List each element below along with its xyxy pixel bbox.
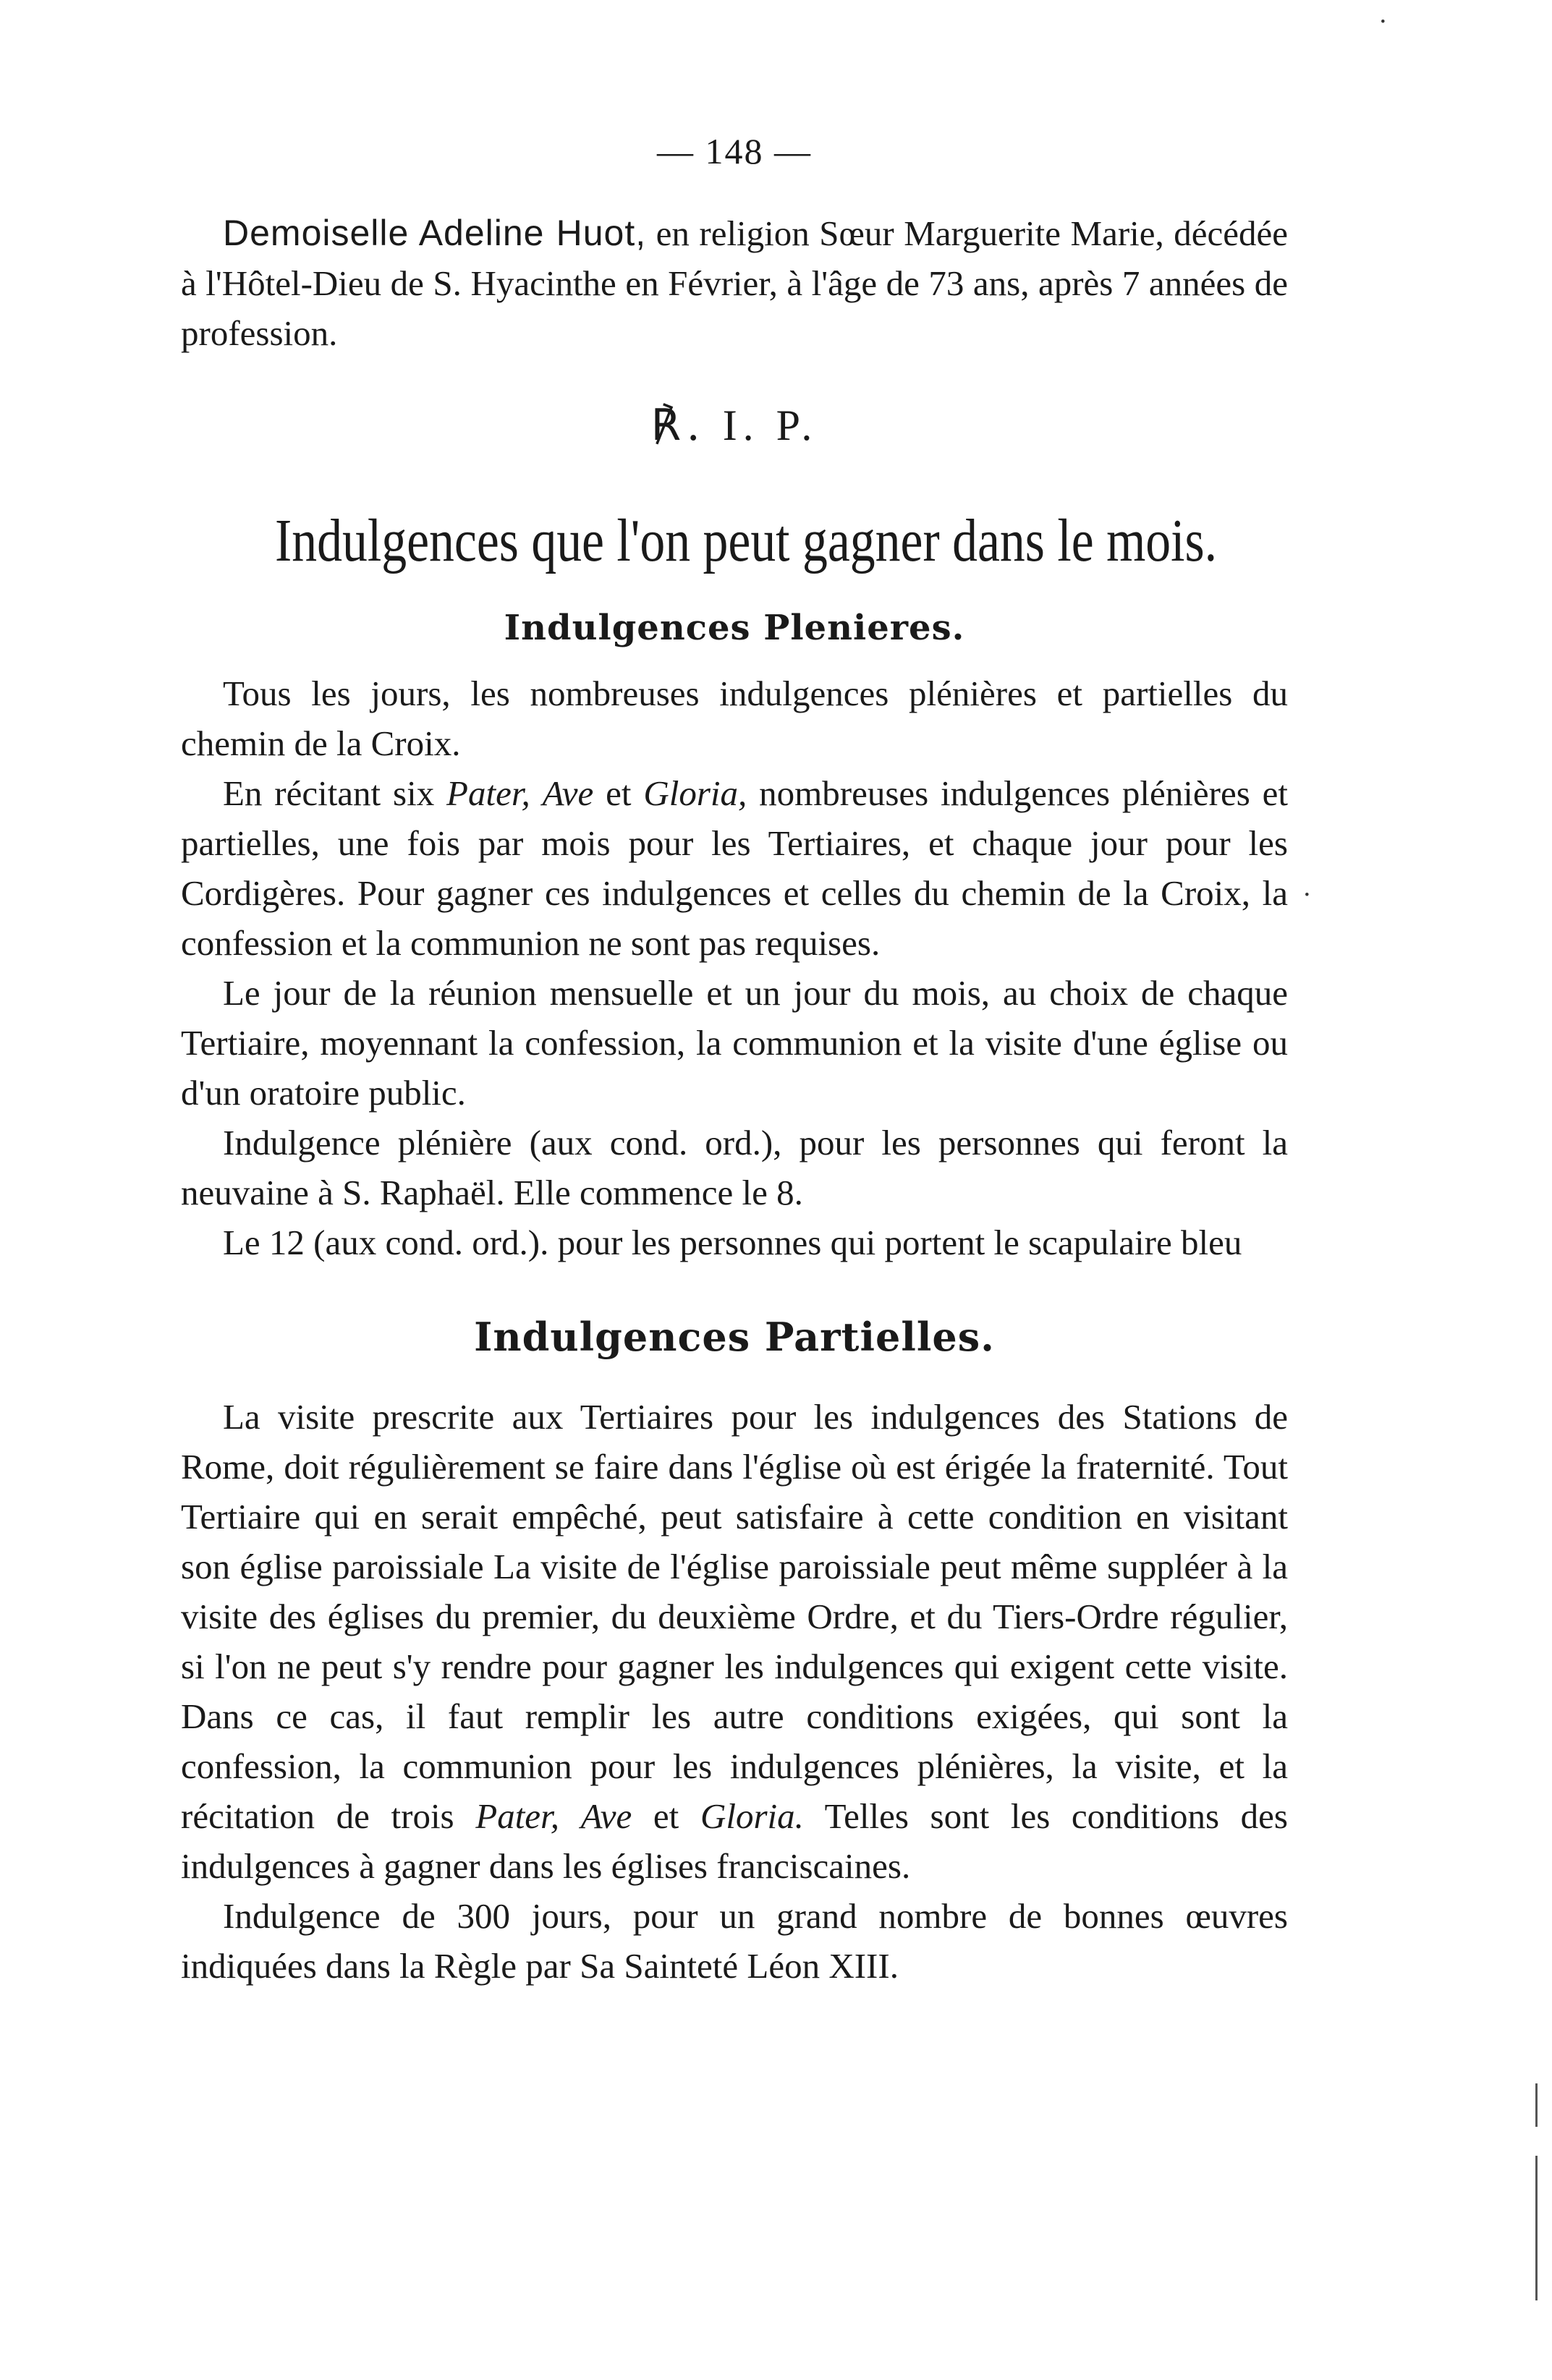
section-title-partielles: Indulgences Partielles. — [474, 1314, 995, 1360]
deceased-name: Demoiselle Adeline Huot, — [223, 213, 647, 253]
rip-response-symbol: ℟. — [650, 400, 706, 451]
edge-scan-mark — [1535, 2156, 1538, 2300]
paragraph-chemin-croix: Tous les jours, les nombreuses indulgences plénières et partielles du chemin de la Croix. — [181, 673, 1288, 763]
rip-letters: I. P. — [705, 401, 818, 449]
paragraph-reunion-mensuelle: Le jour de la réunion mensuelle et un jour du mois, au choix de chaque Tertiaire, moyennant la confession, la communion et la visite d'une église ou d'un oratoire public. — [181, 973, 1288, 1113]
paragraph-pater-ave-gloria — [181, 768, 1288, 968]
section-title-plenieres: Indulgences Plenieres. — [504, 608, 965, 648]
stray-dot-mark: · — [1378, 7, 1388, 37]
italic-ave: Ave — [580, 1796, 632, 1836]
paragraph-scapulaire-bleu: Le 12 (aux cond. ord.). pour les personnes qui portent le scapulaire bleu — [223, 1223, 1242, 1262]
text-segment: En récitant six — [223, 773, 447, 813]
paragraph-neuvaine-raphael: Indulgence plénière (aux cond. ord.), pour les personnes qui feront la neuvaine à S. Raphaël. Elle commence le 8. — [181, 1123, 1288, 1212]
italic-gloria: Gloria. — [700, 1796, 804, 1836]
text-segment: et — [632, 1796, 700, 1836]
text-segment: et — [593, 773, 644, 813]
edge-scan-mark — [1535, 2083, 1538, 2127]
page — [181, 130, 1288, 1991]
obituary-text: en religion Sœur Marguerite Marie, décédée à l'Hôtel-Dieu de S. Hyacinthe en Février, à l'âge de 73 ans, après 7 années de profession. — [181, 213, 1288, 353]
rip-mark — [181, 400, 1288, 451]
main-title: Indulgences que l'on peut gagner dans le mois. — [275, 507, 1218, 574]
italic-ave: Ave — [542, 773, 594, 813]
italic-pater: Pater, — [475, 1796, 559, 1836]
text-segment — [559, 1796, 581, 1836]
italic-pater: Pater, — [446, 773, 530, 813]
obituary-paragraph — [181, 208, 1288, 358]
text-segment: Telles sont les conditions des indulgences à gagner dans les églises franciscaines. — [181, 1796, 1289, 1886]
paragraph-indulgence-300-jours: Indulgence de 300 jours, pour un grand nombre de bonnes œuvres indiquées dans la Règle par Sa Sainteté Léon XIII. — [181, 1896, 1288, 1986]
text-segment — [530, 773, 543, 813]
paragraph-visite-stations — [181, 1392, 1288, 1891]
page-number: — 148 — — [657, 131, 812, 171]
stray-dot-mark: · — [1302, 880, 1312, 910]
text-segment: nombreuses indulgences plénières et partielles, une fois par mois pour les Tertiaires, et chaque jour pour les Cordigères. Pour gagner ces indulgences et celles du chemin de la Croix, la confession et la communion ne sont pas requises. — [181, 773, 1288, 963]
text-segment: La visite prescrite aux Tertiaires pour les indulgences des Stations de Rome, doit régulièrement se faire dans l'église où est érigée la fraternité. Tout Tertiaire qui en serait empêché, peut satisfaire à cette condition en visitant son église paroissiale La visite de l'église paroissiale peut même suppléer à la visite des églises du premier, du deuxième Ordre, et du Tiers-Ordre régulier, si l'on ne peut s'y rendre pour gagner les indulgences qui exigent cette visite. Dans ce cas, il faut remplir les autre conditions exigées, qui sont la confession, la communion pour les indulgences plénières, la visite, et la récitation de trois — [181, 1397, 1288, 1836]
italic-gloria: Gloria, — [643, 773, 747, 813]
